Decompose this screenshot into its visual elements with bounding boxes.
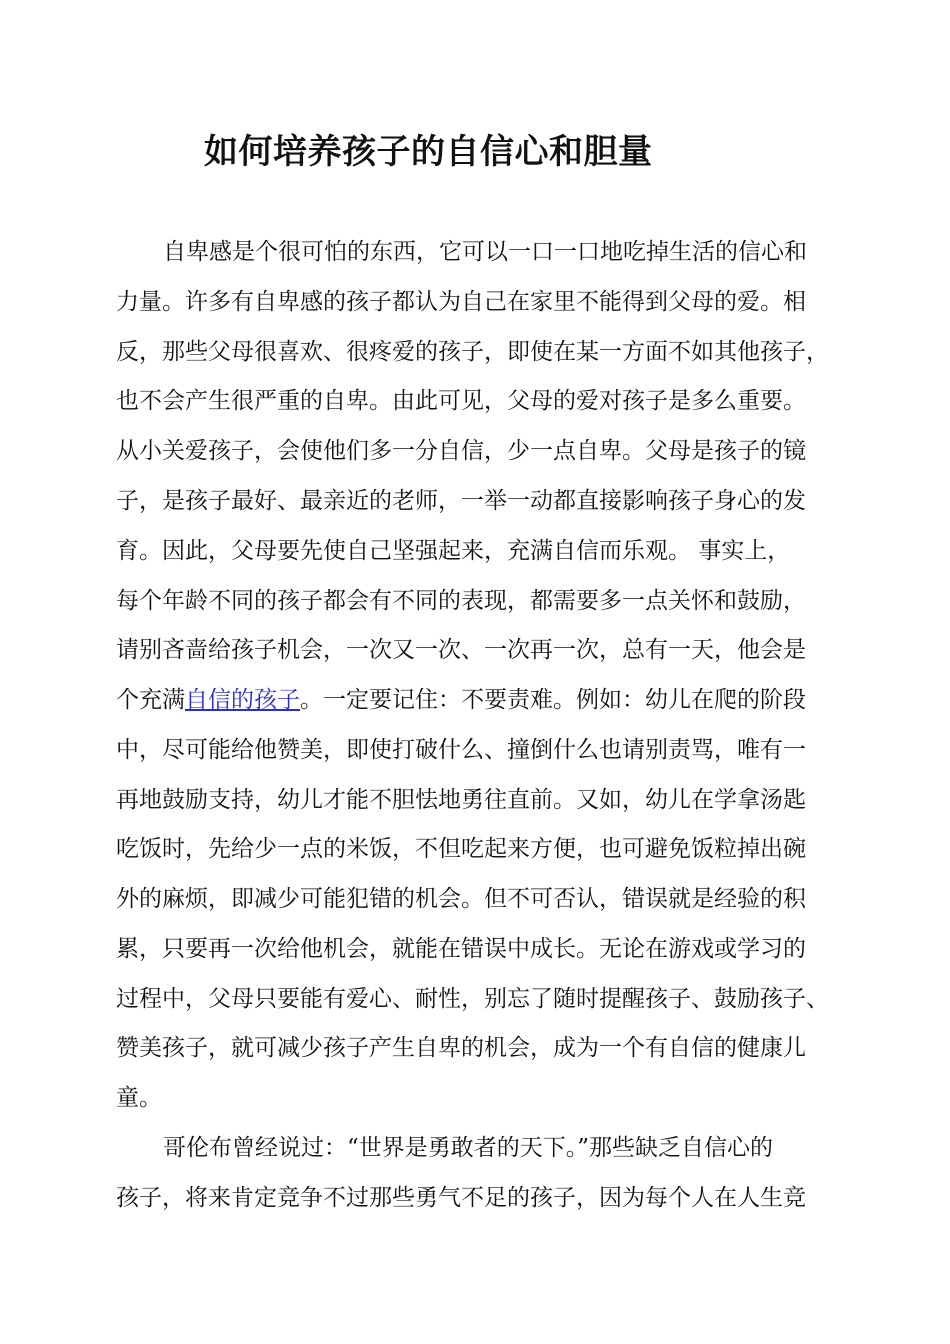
text-line: 外的麻烦，即减少可能犯错的机会。但不可否认，错误就是经验的积: [116, 886, 806, 912]
text-line: 子，是孩子最好、最亲近的老师，一举一动都直接影响孩子身心的发: [116, 488, 806, 514]
text-line: 孩子，将来肯定竞争不过那些勇气不足的孩子，因为每个人在人生竞: [116, 1185, 806, 1211]
text-line: 从小关爱孩子，会使他们多一分自信，少一点自卑。父母是孩子的镜: [116, 438, 806, 464]
text-line: 哥伦布曾经说过：“世界是勇敢者的天下。”那些缺乏自信心的: [163, 1135, 774, 1161]
text-line: 也不会产生很严重的自卑。由此可见，父母的爱对孩子是多么重要。: [116, 388, 806, 414]
text-line: 反，那些父母很喜欢、很疼爱的孩子，即使在某一方面不如其他孩子，: [116, 339, 829, 365]
confident-child-link[interactable]: 自信的孩子: [185, 687, 300, 713]
text-line: 请别吝啬给孩子机会，一次又一次、一次再一次，总有一天，他会是: [116, 637, 806, 663]
text-line: 育。因此，父母要先使自己坚强起来，充满自信而乐观。 事实上，: [116, 538, 791, 564]
document-title: 如何培养孩子的自信心和胆量: [204, 132, 653, 172]
text-segment: 。一定要记住：不要责难。例如：幼儿在爬的阶段: [300, 687, 806, 713]
text-line: 每个年龄不同的孩子都会有不同的表现，都需要多一点关怀和鼓励，: [116, 588, 806, 614]
text-line: 赞美孩子，就可减少孩子产生自卑的机会，成为一个有自信的健康儿: [116, 1035, 806, 1061]
text-line: 童。: [116, 1085, 162, 1111]
text-line: 累，只要再一次给他机会，就能在错误中成长。无论在游戏或学习的: [116, 936, 806, 962]
text-line: 自卑感是个很可怕的东西，它可以一口一口地吃掉生活的信心和: [163, 239, 807, 265]
text-line: 力量。许多有自卑感的孩子都认为自己在家里不能得到父母的爱。相: [116, 289, 806, 315]
text-line: 过程中，父母只要能有爱心、耐性，别忘了随时提醒孩子、鼓励孩子、: [116, 986, 829, 1012]
text-line: 再地鼓励支持，幼儿才能不胆怯地勇往直前。又如，幼儿在学拿汤匙: [116, 787, 806, 813]
text-line: 中，尽可能给他赞美，即使打破什么、撞倒什么也请别责骂，唯有一: [116, 737, 806, 763]
text-segment: 个充满: [116, 687, 185, 713]
text-line-with-link: [116, 685, 806, 715]
text-line: 吃饭时，先给少一点的米饭，不但吃起来方便，也可避免饭粒掉出碗: [116, 836, 806, 862]
